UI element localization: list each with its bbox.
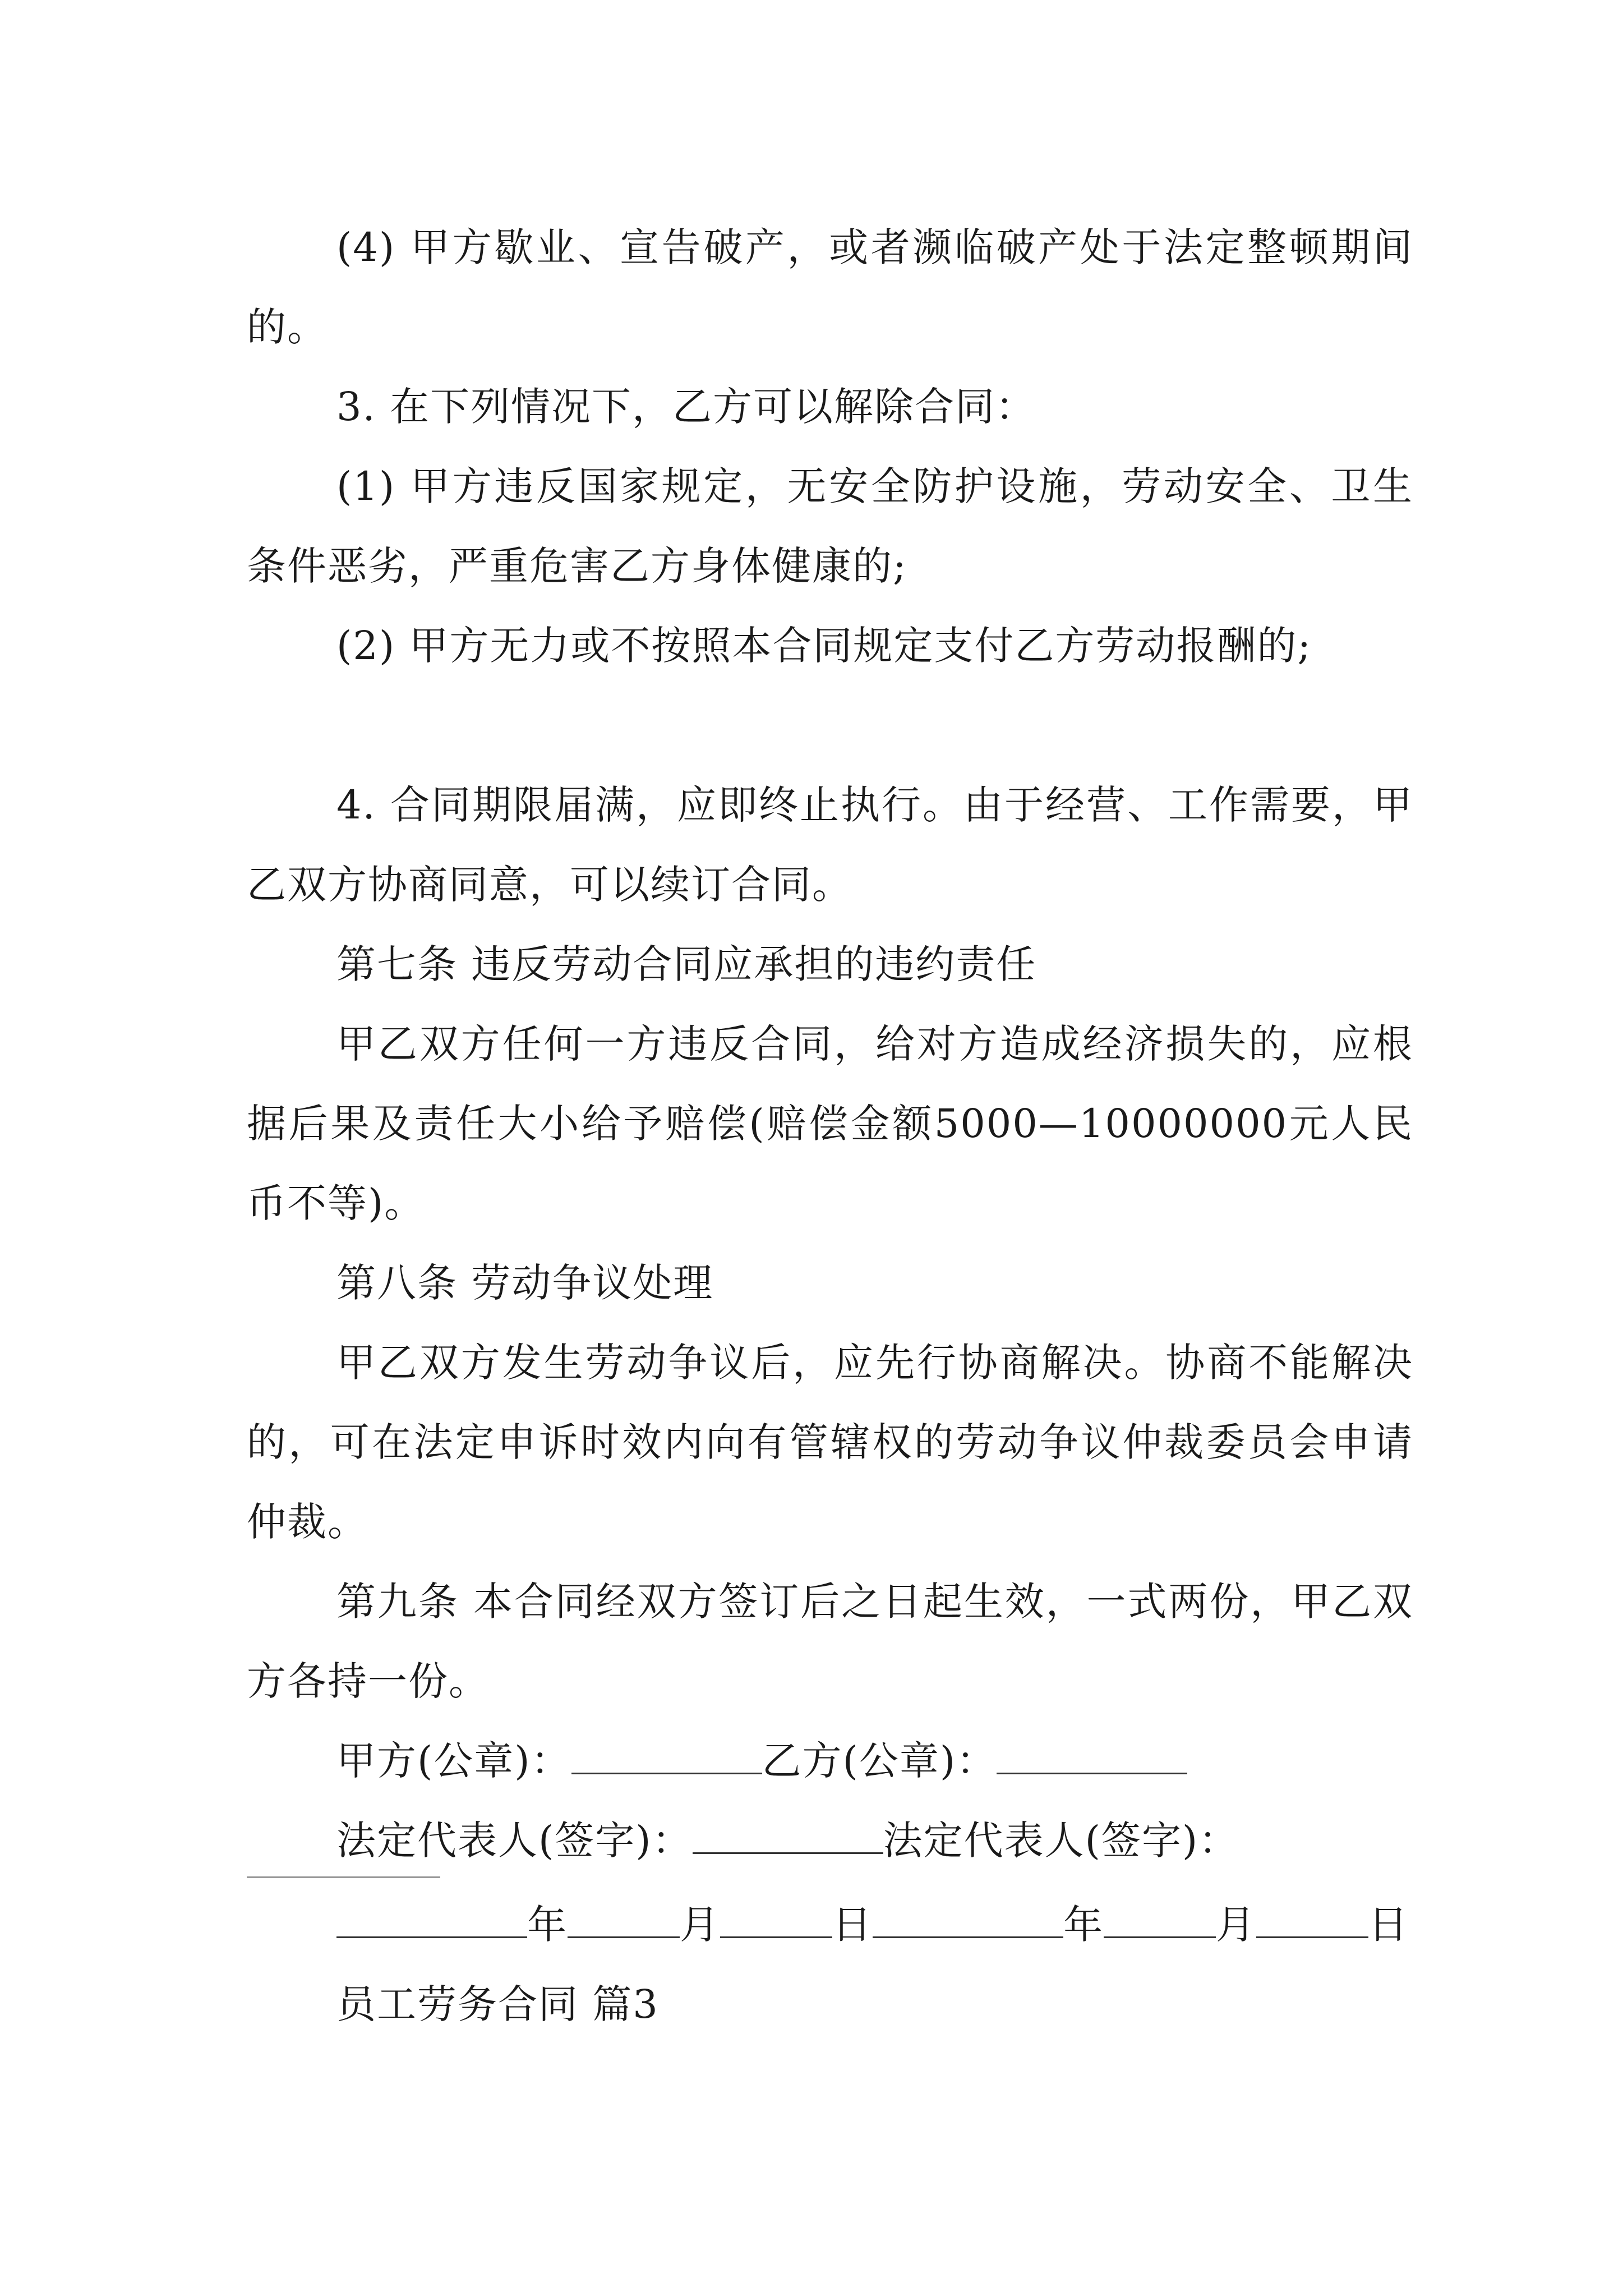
year-b-blank	[873, 1925, 1063, 1938]
party-b-seal-blank	[997, 1761, 1187, 1774]
seal-row	[247, 1721, 1413, 1801]
article-7-body: 甲乙双方任何一方违反合同，给对方造成经济损失的，应根据后果及责任大小给予赔偿(赔偿金额5000—10000000元人民币不等)。	[247, 1021, 1413, 1226]
day-a-label: 日	[832, 1902, 873, 1948]
year-a-blank	[336, 1925, 527, 1938]
day-a-blank	[720, 1925, 832, 1938]
rep-a-label: 法定代表人(签字)：	[336, 1818, 693, 1864]
paragraph-item-4-bankruptcy: (4) 甲方歇业、宣告破产，或者濒临破产处于法定整顿期间的。	[247, 224, 1413, 350]
rep-b-blank	[247, 1876, 440, 1878]
day-b-blank	[1256, 1925, 1368, 1938]
article-8-heading: 第八条 劳动争议处理	[336, 1260, 714, 1306]
paragraph-clause-3: 3. 在下列情况下，乙方可以解除合同：	[336, 384, 1036, 430]
representative-row	[247, 1801, 1413, 1880]
paragraph-item-2-payment: (2) 甲方无力或不按照本合同规定支付乙方劳动报酬的;	[336, 623, 1312, 669]
article-7-heading: 第七条 违反劳动合同应承担的违约责任	[336, 941, 1037, 987]
article-9: 第九条 本合同经双方签订后之日起生效，一式两份，甲乙双方各持一份。	[247, 1579, 1413, 1704]
rep-b-label: 法定代表人(签字)：	[883, 1818, 1239, 1864]
party-a-seal-blank	[571, 1761, 762, 1774]
article-8-body: 甲乙双方发生劳动争议后，应先行协商解决。协商不能解决的，可在法定申诉时效内向有管辖权的劳动争议仲裁委员会申请仲裁。	[247, 1340, 1413, 1545]
year-b-label: 年	[1063, 1902, 1104, 1948]
month-a-label: 月	[680, 1902, 720, 1948]
party-b-seal-label: 乙方(公章)：	[762, 1738, 997, 1784]
year-a-label: 年	[527, 1902, 568, 1948]
paragraph-item-1-safety: (1) 甲方违反国家规定，无安全防护设施，劳动安全、卫生条件恶劣，严重危害乙方身体健康的;	[247, 463, 1413, 589]
party-a-seal-label: 甲方(公章)：	[336, 1738, 571, 1784]
paragraph-clause-4: 4. 合同期限届满，应即终止执行。由于经营、工作需要，甲乙双方协商同意，可以续订合同。	[247, 782, 1413, 908]
month-b-label: 月	[1216, 1902, 1256, 1948]
next-section-heading: 员工劳务合同 篇3	[336, 1981, 659, 2027]
month-b-blank	[1104, 1925, 1216, 1938]
date-row	[336, 1885, 1409, 1964]
month-a-blank	[568, 1925, 680, 1938]
rep-a-blank	[693, 1841, 883, 1854]
day-b-label: 日	[1368, 1902, 1409, 1948]
